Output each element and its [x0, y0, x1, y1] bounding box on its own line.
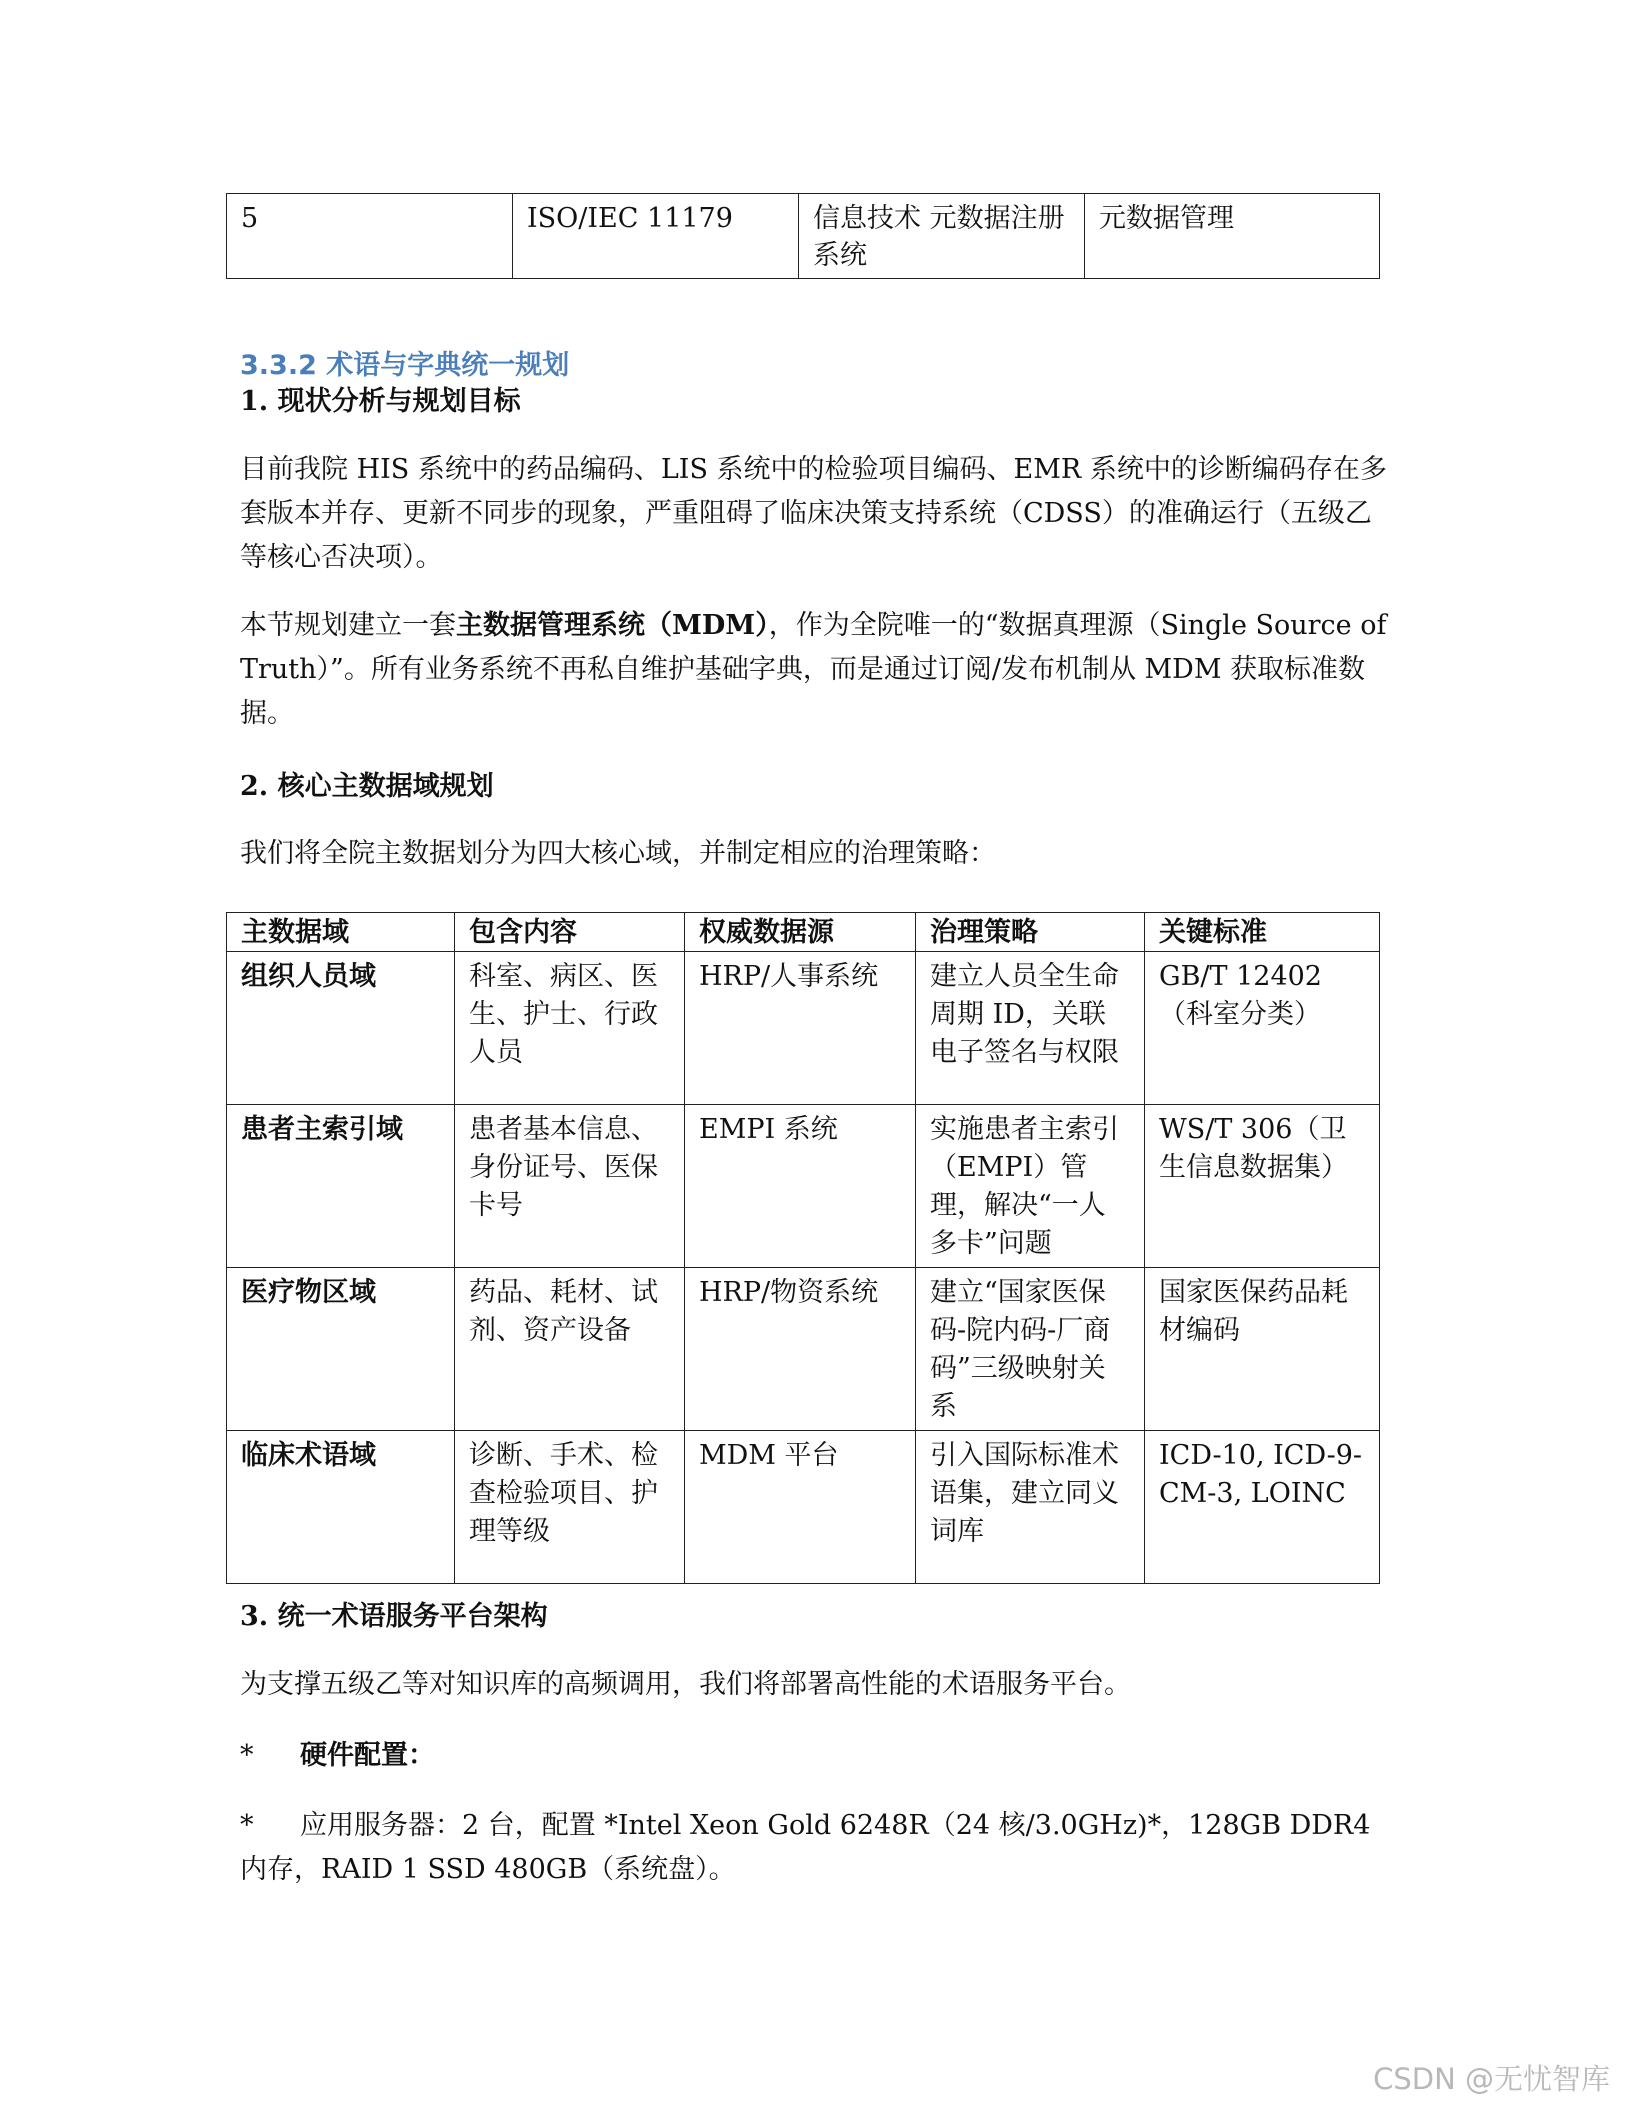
section-heading: 3.3.2 术语与字典统一规划 [240, 350, 570, 381]
table-row [227, 194, 1380, 279]
paragraph-current-status: 目前我院 HIS 系统中的药品编码、LIS 系统中的检验项目编码、EMR 系统中的诊断编码存在多套版本并存、更新不同步的现象，严重阻碍了临床决策支持系统（CDSS）的准确运行（五级乙等核心否决项）。 [240, 454, 1387, 573]
table-cell: 诊断、手术、检查检验项目、护理等级 [455, 1431, 685, 1584]
table-row [227, 952, 1380, 1105]
column-header: 关键标准 [1145, 913, 1380, 952]
table-cell: MDM 平台 [685, 1431, 916, 1584]
item-heading-2: 2. 核心主数据域规划 [240, 771, 494, 802]
paragraph-platform-intro: 为支撑五级乙等对知识库的高频调用，我们将部署高性能的术语服务平台。 [240, 1669, 1131, 1700]
table-row [227, 1431, 1380, 1584]
table-cell: 建立人员全生命周期 ID，关联电子签名与权限 [916, 952, 1145, 1105]
table-cell: ICD-10, ICD-9-CM-3, LOINC [1145, 1431, 1380, 1584]
table-cell: EMPI 系统 [685, 1105, 916, 1268]
column-header: 权威数据源 [685, 913, 916, 952]
table-cell: 5 [227, 194, 513, 279]
table-cell: WS/T 306（卫生信息数据集） [1145, 1105, 1380, 1268]
item-heading-1: 1. 现状分析与规划目标 [240, 386, 521, 417]
column-header: 治理策略 [916, 913, 1145, 952]
table-cell: 建立“国家医保码-院内码-厂商码”三级映射关系 [916, 1268, 1145, 1431]
item-heading-3: 3. 统一术语服务平台架构 [240, 1601, 548, 1632]
bullet-text: 硬件配置： [300, 1740, 435, 1771]
table-cell: 引入国际标准术语集，建立同义词库 [916, 1431, 1145, 1584]
bullet-hardware-config [240, 1734, 1390, 1778]
table-cell: 患者基本信息、身份证号、医保卡号 [455, 1105, 685, 1268]
bullet-text: 应用服务器：2 台，配置 *Intel Xeon Gold 6248R（24 核/3.0GHz)*，128GB DDR4 内存，RAID 1 SSD 480GB（系统盘）。 [240, 1810, 1371, 1885]
master-data-domain-table [226, 912, 1380, 1584]
table-cell: 临床术语域 [227, 1431, 455, 1584]
paragraph-text: 本节规划建立一套 [240, 610, 456, 641]
standards-table-continued [226, 193, 1380, 279]
table-cell: 医疗物区域 [227, 1268, 455, 1431]
table-cell: 信息技术 元数据注册系统 [799, 194, 1085, 279]
bullet-mark: * [240, 1810, 254, 1841]
table-row [227, 1105, 1380, 1268]
table-cell: 元数据管理 [1085, 194, 1380, 279]
table-cell: 患者主索引域 [227, 1105, 455, 1268]
paragraph-domain-intro: 我们将全院主数据划分为四大核心域，并制定相应的治理策略： [240, 838, 996, 869]
table-cell: 科室、病区、医生、护士、行政人员 [455, 952, 685, 1105]
table-cell: HRP/人事系统 [685, 952, 916, 1105]
bullet-app-server [240, 1804, 1390, 1892]
csdn-watermark: CSDN @无忧智库 [1373, 2062, 1610, 2096]
table-cell: 组织人员域 [227, 952, 455, 1105]
column-header: 主数据域 [227, 913, 455, 952]
table-cell: 药品、耗材、试剂、资产设备 [455, 1268, 685, 1431]
table-header-row [227, 913, 1380, 952]
paragraph-bold-text: 主数据管理系统（MDM） [456, 610, 769, 641]
table-cell: HRP/物资系统 [685, 1268, 916, 1431]
table-cell: 实施患者主索引（EMPI）管理，解决“一人多卡”问题 [916, 1105, 1145, 1268]
table-cell: ISO/IEC 11179 [513, 194, 799, 279]
paragraph-mdm-plan [240, 604, 1390, 736]
table-cell: GB/T 12402（科室分类） [1145, 952, 1380, 1105]
column-header: 包含内容 [455, 913, 685, 952]
table-row [227, 1268, 1380, 1431]
bullet-mark: * [240, 1740, 254, 1771]
paragraph-text: ，作为全院唯一的“数据真理源（Single Source of Truth）”。所有业务系统不再私自维护基础字典，而是通过订阅/发布机制从 MDM 获取标准数据。 [240, 610, 1387, 729]
table-cell: 国家医保药品耗材编码 [1145, 1268, 1380, 1431]
